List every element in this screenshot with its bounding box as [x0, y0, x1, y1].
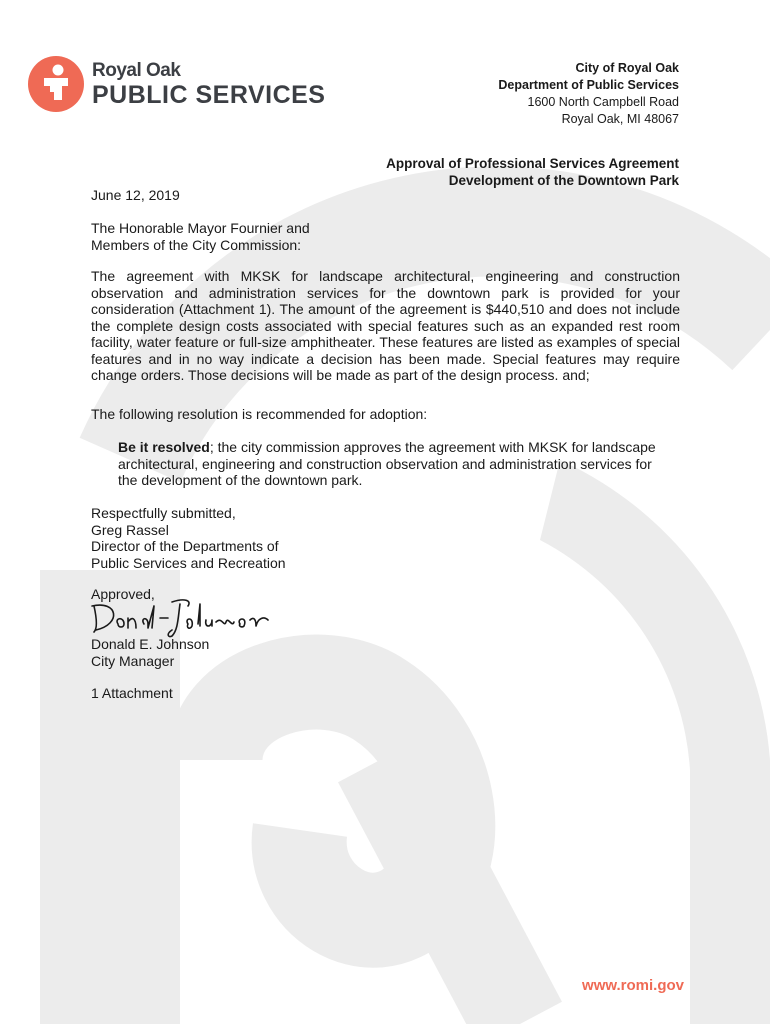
resolution-intro: The following resolution is recommended for adoption:: [91, 406, 428, 422]
approver-block: [91, 636, 680, 669]
royal-oak-person-icon: [28, 56, 84, 112]
logo-subtitle: PUBLIC SERVICES: [92, 81, 326, 109]
logo-title: Royal Oak: [92, 60, 181, 81]
addressee: [91, 220, 680, 253]
resolution-text: [118, 439, 658, 489]
subject-line-2: Development of the Downtown Park: [448, 173, 679, 188]
approver-title: City Manager: [91, 652, 175, 669]
resolution-rest: ; the city commission approves the agreement with MKSK for landscape architectural, engineering and construction observation and administration services for the development of the downtown park.: [118, 439, 656, 488]
sender-dept: Department of Public Services: [498, 78, 679, 92]
sender-org: City of Royal Oak: [575, 61, 679, 75]
addressee-line-2: Members of the City Commission:: [91, 236, 302, 253]
body-paragraph: The agreement with MKSK for landscape architectural, engineering and construction observation and administration services for the downtown park is provided for your consideration (Attachment 1). The amount of the agreement is $440,510 and does not include the complete design costs associated with special features such as an expanded rest room facility, water feature or full-size amphitheater. These features are listed as examples of special features and in no way indicate a decision has been made. Special features may require change orders. Those decisions will be made as part of the design process. and;: [91, 268, 680, 383]
letter-date: June 12, 2019: [91, 187, 180, 203]
closing-title-1: Director of the Departments of: [91, 538, 279, 554]
closing-block: [91, 505, 680, 571]
subject-line-1: Approval of Professional Services Agreement: [386, 156, 679, 171]
resolution-bold-lead: Be it resolved: [118, 439, 210, 455]
closing-title-2: Public Services and Recreation: [91, 554, 286, 571]
sender-street: 1600 North Campbell Road: [527, 95, 679, 109]
approved-label: Approved,: [91, 586, 155, 602]
closing-salutation: Respectfully submitted,: [91, 505, 236, 521]
sender-city: Royal Oak, MI 48067: [561, 112, 679, 126]
closing-name: Greg Rassel: [91, 521, 169, 538]
attachments-note: 1 Attachment: [91, 685, 173, 701]
footer-website-link[interactable]: www.romi.gov: [582, 977, 684, 994]
addressee-line-1: The Honorable Mayor Fournier and: [91, 220, 310, 236]
letter-subject: [386, 155, 679, 189]
sender-address: [498, 60, 679, 128]
approver-name: Donald E. Johnson: [91, 636, 210, 652]
signature-image: [88, 594, 272, 638]
